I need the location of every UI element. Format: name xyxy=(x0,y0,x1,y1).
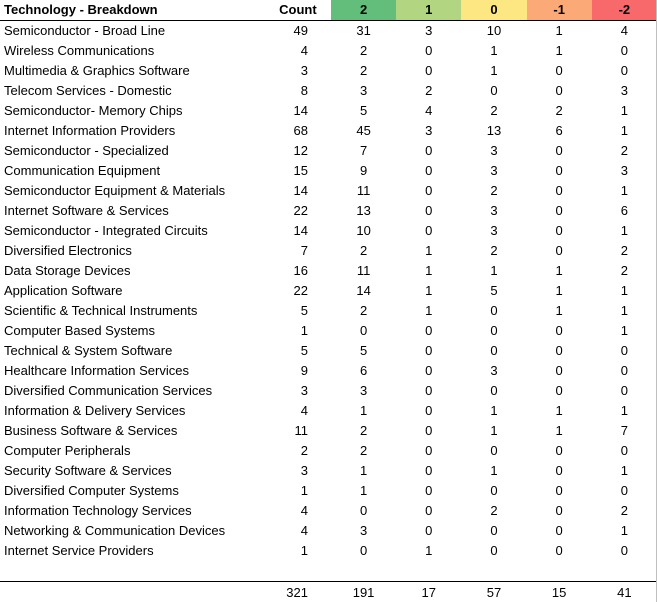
score-minus1-cell[interactable]: 1 xyxy=(527,301,592,321)
score-0-cell[interactable]: 1 xyxy=(461,461,526,481)
score-0-cell[interactable]: 3 xyxy=(461,201,526,221)
count-header[interactable]: Count xyxy=(265,0,331,21)
table-row xyxy=(0,261,657,281)
blank-row xyxy=(0,561,657,582)
count-cell[interactable]: 49 xyxy=(265,21,331,42)
score-1-cell[interactable]: 0 xyxy=(396,201,461,221)
score-2-cell[interactable]: 13 xyxy=(331,201,396,221)
total-score-0[interactable]: 57 xyxy=(461,582,526,604)
score-0-cell[interactable]: 0 xyxy=(461,441,526,461)
score-minus1-cell[interactable]: 0 xyxy=(527,181,592,201)
score-1-cell[interactable]: 0 xyxy=(396,461,461,481)
score-minus1-cell[interactable]: 1 xyxy=(527,421,592,441)
score-minus2-cell[interactable]: 0 xyxy=(592,61,657,81)
table-row xyxy=(0,141,657,161)
score-0-cell[interactable]: 1 xyxy=(461,41,526,61)
score-0-cell[interactable]: 13 xyxy=(461,121,526,141)
count-cell[interactable]: 1 xyxy=(265,321,331,341)
score-0-cell[interactable]: 2 xyxy=(461,101,526,121)
table-row xyxy=(0,441,657,461)
industry-name[interactable]: Diversified Communication Services xyxy=(0,381,265,401)
score-0-header[interactable]: 0 xyxy=(461,0,526,21)
score-0-cell[interactable]: 2 xyxy=(461,241,526,261)
score-minus1-cell[interactable]: 0 xyxy=(527,221,592,241)
score-1-cell[interactable]: 0 xyxy=(396,521,461,541)
score-minus1-cell[interactable]: 0 xyxy=(527,241,592,261)
score-1-cell[interactable]: 0 xyxy=(396,501,461,521)
score-0-cell[interactable]: 0 xyxy=(461,541,526,561)
table-row xyxy=(0,101,657,121)
blank-cell[interactable] xyxy=(331,561,396,582)
score-2-cell[interactable]: 2 xyxy=(331,421,396,441)
score-minus2-cell[interactable]: 1 xyxy=(592,301,657,321)
score-2-cell[interactable]: 0 xyxy=(331,321,396,341)
table-row xyxy=(0,361,657,381)
blank-cell[interactable] xyxy=(592,561,657,582)
score-minus1-cell[interactable]: 1 xyxy=(527,281,592,301)
score-2-cell[interactable]: 2 xyxy=(331,441,396,461)
score-minus1-cell[interactable]: 0 xyxy=(527,541,592,561)
industry-name[interactable]: Internet Service Providers xyxy=(0,541,265,561)
score-0-cell[interactable]: 10 xyxy=(461,21,526,42)
score-minus1-cell[interactable]: 0 xyxy=(527,521,592,541)
industry-name[interactable]: Multimedia & Graphics Software xyxy=(0,61,265,81)
industry-name[interactable]: Application Software xyxy=(0,281,265,301)
score-2-cell[interactable]: 3 xyxy=(331,381,396,401)
table-row xyxy=(0,21,657,42)
industry-name[interactable]: Internet Information Providers xyxy=(0,121,265,141)
score-minus2-cell[interactable]: 2 xyxy=(592,501,657,521)
score-minus2-cell[interactable]: 0 xyxy=(592,481,657,501)
industry-name[interactable]: Technical & System Software xyxy=(0,341,265,361)
count-cell[interactable]: 2 xyxy=(265,441,331,461)
table-row xyxy=(0,421,657,441)
count-cell[interactable]: 4 xyxy=(265,521,331,541)
total-count[interactable]: 321 xyxy=(265,582,331,604)
score-1-cell[interactable]: 1 xyxy=(396,261,461,281)
score-minus1-cell[interactable]: 0 xyxy=(527,501,592,521)
blank-cell[interactable] xyxy=(0,561,265,582)
score-1-cell[interactable]: 0 xyxy=(396,481,461,501)
totals-row xyxy=(0,582,657,604)
score-2-cell[interactable]: 3 xyxy=(331,81,396,101)
score-2-cell[interactable]: 6 xyxy=(331,361,396,381)
industry-name[interactable]: Semiconductor- Memory Chips xyxy=(0,101,265,121)
industry-name[interactable]: Networking & Communication Devices xyxy=(0,521,265,541)
table-row xyxy=(0,181,657,201)
score-1-cell[interactable]: 0 xyxy=(396,361,461,381)
score-0-cell[interactable]: 0 xyxy=(461,301,526,321)
score-minus2-cell[interactable]: 1 xyxy=(592,121,657,141)
total-score-2[interactable]: 191 xyxy=(331,582,396,604)
score-minus1-cell[interactable]: 1 xyxy=(527,21,592,42)
score-minus2-cell[interactable]: 2 xyxy=(592,261,657,281)
total-score-minus1[interactable]: 15 xyxy=(527,582,592,604)
score-minus2-cell[interactable]: 0 xyxy=(592,541,657,561)
industry-name[interactable]: Wireless Communications xyxy=(0,41,265,61)
score-1-cell[interactable]: 0 xyxy=(396,321,461,341)
industry-name[interactable]: Telecom Services - Domestic xyxy=(0,81,265,101)
table-row xyxy=(0,481,657,501)
score-1-cell[interactable]: 2 xyxy=(396,81,461,101)
score-minus2-cell[interactable]: 7 xyxy=(592,421,657,441)
count-cell[interactable]: 16 xyxy=(265,261,331,281)
score-minus1-cell[interactable]: 0 xyxy=(527,61,592,81)
score-0-cell[interactable]: 1 xyxy=(461,421,526,441)
table-row xyxy=(0,461,657,481)
score-2-cell[interactable]: 2 xyxy=(331,41,396,61)
table-row xyxy=(0,521,657,541)
count-cell[interactable]: 14 xyxy=(265,221,331,241)
score-minus1-cell[interactable]: 1 xyxy=(527,261,592,281)
table-row xyxy=(0,241,657,261)
score-minus1-cell[interactable]: 0 xyxy=(527,201,592,221)
score-minus2-cell[interactable]: 0 xyxy=(592,41,657,61)
score-minus2-cell[interactable]: 0 xyxy=(592,381,657,401)
table-row xyxy=(0,321,657,341)
score-minus2-cell[interactable]: 1 xyxy=(592,521,657,541)
table-row xyxy=(0,401,657,421)
score-minus2-cell[interactable]: 1 xyxy=(592,181,657,201)
score-2-cell[interactable]: 45 xyxy=(331,121,396,141)
count-cell[interactable]: 3 xyxy=(265,461,331,481)
blank-cell[interactable] xyxy=(461,561,526,582)
total-score-minus2[interactable]: 41 xyxy=(592,582,657,604)
score-minus2-cell[interactable]: 1 xyxy=(592,401,657,421)
score-minus1-cell[interactable]: 0 xyxy=(527,381,592,401)
score-minus1-cell[interactable]: 0 xyxy=(527,161,592,181)
score-1-cell[interactable]: 3 xyxy=(396,121,461,141)
count-cell[interactable]: 9 xyxy=(265,361,331,381)
industry-name[interactable]: Computer Based Systems xyxy=(0,321,265,341)
count-cell[interactable]: 4 xyxy=(265,401,331,421)
table-row xyxy=(0,541,657,561)
score-2-cell[interactable]: 11 xyxy=(331,181,396,201)
score-2-cell[interactable]: 2 xyxy=(331,241,396,261)
score-0-cell[interactable]: 3 xyxy=(461,161,526,181)
score-minus2-cell[interactable]: 6 xyxy=(592,201,657,221)
score-2-cell[interactable]: 2 xyxy=(331,61,396,81)
score-minus1-cell[interactable]: 0 xyxy=(527,441,592,461)
score-1-cell[interactable]: 0 xyxy=(396,41,461,61)
score-minus2-header[interactable]: -2 xyxy=(592,0,657,21)
industry-name[interactable]: Semiconductor - Broad Line xyxy=(0,21,265,42)
score-2-header[interactable]: 2 xyxy=(331,0,396,21)
score-0-cell[interactable]: 1 xyxy=(461,261,526,281)
score-minus1-cell[interactable]: 6 xyxy=(527,121,592,141)
score-minus1-cell[interactable]: 0 xyxy=(527,361,592,381)
totals-label-cell[interactable] xyxy=(0,582,265,604)
score-2-cell[interactable]: 9 xyxy=(331,161,396,181)
score-2-cell[interactable]: 1 xyxy=(331,401,396,421)
blank-cell[interactable] xyxy=(527,561,592,582)
industry-name[interactable]: Semiconductor Equipment & Materials xyxy=(0,181,265,201)
score-1-cell[interactable]: 4 xyxy=(396,101,461,121)
score-1-cell[interactable]: 0 xyxy=(396,181,461,201)
score-2-cell[interactable]: 31 xyxy=(331,21,396,42)
score-1-cell[interactable]: 0 xyxy=(396,221,461,241)
score-0-cell[interactable]: 3 xyxy=(461,221,526,241)
score-minus1-header[interactable]: -1 xyxy=(527,0,592,21)
table-row xyxy=(0,341,657,361)
score-minus1-cell[interactable]: 2 xyxy=(527,101,592,121)
score-0-cell[interactable]: 0 xyxy=(461,481,526,501)
count-cell[interactable]: 12 xyxy=(265,141,331,161)
score-0-cell[interactable]: 0 xyxy=(461,81,526,101)
score-minus2-cell[interactable]: 2 xyxy=(592,141,657,161)
score-minus2-cell[interactable]: 0 xyxy=(592,441,657,461)
score-1-cell[interactable]: 1 xyxy=(396,541,461,561)
count-cell[interactable]: 7 xyxy=(265,241,331,261)
count-cell[interactable]: 22 xyxy=(265,201,331,221)
score-2-cell[interactable]: 10 xyxy=(331,221,396,241)
score-2-cell[interactable]: 2 xyxy=(331,301,396,321)
score-2-cell[interactable]: 14 xyxy=(331,281,396,301)
count-cell[interactable]: 3 xyxy=(265,61,331,81)
count-cell[interactable]: 5 xyxy=(265,301,331,321)
table-row xyxy=(0,501,657,521)
score-1-cell[interactable]: 3 xyxy=(396,21,461,42)
score-minus2-cell[interactable]: 1 xyxy=(592,461,657,481)
count-cell[interactable]: 11 xyxy=(265,421,331,441)
table-title[interactable]: Technology - Breakdown xyxy=(0,0,265,21)
score-2-cell[interactable]: 5 xyxy=(331,341,396,361)
table-row xyxy=(0,301,657,321)
score-2-cell[interactable]: 1 xyxy=(331,481,396,501)
score-2-cell[interactable]: 0 xyxy=(331,501,396,521)
industry-name[interactable]: Healthcare Information Services xyxy=(0,361,265,381)
score-minus2-cell[interactable]: 1 xyxy=(592,221,657,241)
table-row xyxy=(0,161,657,181)
score-minus2-cell[interactable]: 4 xyxy=(592,21,657,42)
score-minus1-cell[interactable]: 0 xyxy=(527,461,592,481)
score-1-header[interactable]: 1 xyxy=(396,0,461,21)
industry-name[interactable]: Data Storage Devices xyxy=(0,261,265,281)
score-minus1-cell[interactable]: 0 xyxy=(527,321,592,341)
score-2-cell[interactable]: 5 xyxy=(331,101,396,121)
table-row xyxy=(0,221,657,241)
industry-name[interactable]: Communication Equipment xyxy=(0,161,265,181)
count-cell[interactable]: 14 xyxy=(265,101,331,121)
score-minus2-cell[interactable]: 3 xyxy=(592,161,657,181)
score-minus1-cell[interactable]: 0 xyxy=(527,81,592,101)
score-minus2-cell[interactable]: 0 xyxy=(592,341,657,361)
table-row xyxy=(0,41,657,61)
industry-name[interactable]: Information & Delivery Services xyxy=(0,401,265,421)
score-minus1-cell[interactable]: 0 xyxy=(527,341,592,361)
header-row xyxy=(0,0,657,21)
score-1-cell[interactable]: 1 xyxy=(396,281,461,301)
count-cell[interactable]: 1 xyxy=(265,541,331,561)
table-row xyxy=(0,61,657,81)
count-cell[interactable]: 15 xyxy=(265,161,331,181)
score-1-cell[interactable]: 0 xyxy=(396,381,461,401)
industry-name[interactable]: Information Technology Services xyxy=(0,501,265,521)
table-row xyxy=(0,81,657,101)
table-row xyxy=(0,381,657,401)
industry-name[interactable]: Scientific & Technical Instruments xyxy=(0,301,265,321)
industry-name[interactable]: Business Software & Services xyxy=(0,421,265,441)
table-row xyxy=(0,121,657,141)
blank-cell[interactable] xyxy=(265,561,331,582)
score-2-cell[interactable]: 0 xyxy=(331,541,396,561)
score-0-cell[interactable]: 2 xyxy=(461,501,526,521)
score-1-cell[interactable]: 0 xyxy=(396,421,461,441)
score-0-cell[interactable]: 5 xyxy=(461,281,526,301)
score-1-cell[interactable]: 0 xyxy=(396,161,461,181)
count-cell[interactable]: 1 xyxy=(265,481,331,501)
score-minus2-cell[interactable]: 2 xyxy=(592,241,657,261)
score-minus1-cell[interactable]: 0 xyxy=(527,481,592,501)
score-minus1-cell[interactable]: 1 xyxy=(527,41,592,61)
score-0-cell[interactable]: 1 xyxy=(461,61,526,81)
score-0-cell[interactable]: 1 xyxy=(461,401,526,421)
industry-name[interactable]: Semiconductor - Integrated Circuits xyxy=(0,221,265,241)
score-minus2-cell[interactable]: 3 xyxy=(592,81,657,101)
count-cell[interactable]: 68 xyxy=(265,121,331,141)
table-row xyxy=(0,281,657,301)
industry-name[interactable]: Diversified Electronics xyxy=(0,241,265,261)
score-1-cell[interactable]: 0 xyxy=(396,441,461,461)
score-0-cell[interactable]: 0 xyxy=(461,381,526,401)
score-1-cell[interactable]: 0 xyxy=(396,341,461,361)
count-cell[interactable]: 4 xyxy=(265,41,331,61)
score-1-cell[interactable]: 1 xyxy=(396,301,461,321)
count-cell[interactable]: 8 xyxy=(265,81,331,101)
score-minus2-cell[interactable]: 1 xyxy=(592,101,657,121)
score-0-cell[interactable]: 2 xyxy=(461,181,526,201)
score-minus2-cell[interactable]: 0 xyxy=(592,361,657,381)
industry-name[interactable]: Diversified Computer Systems xyxy=(0,481,265,501)
score-2-cell[interactable]: 3 xyxy=(331,521,396,541)
score-1-cell[interactable]: 0 xyxy=(396,61,461,81)
score-1-cell[interactable]: 0 xyxy=(396,401,461,421)
score-minus2-cell[interactable]: 1 xyxy=(592,321,657,341)
industry-name[interactable]: Semiconductor - Specialized xyxy=(0,141,265,161)
score-0-cell[interactable]: 0 xyxy=(461,341,526,361)
score-minus1-cell[interactable]: 0 xyxy=(527,141,592,161)
count-cell[interactable]: 3 xyxy=(265,381,331,401)
count-cell[interactable]: 4 xyxy=(265,501,331,521)
total-score-1[interactable]: 17 xyxy=(396,582,461,604)
score-0-cell[interactable]: 3 xyxy=(461,361,526,381)
score-0-cell[interactable]: 0 xyxy=(461,321,526,341)
score-minus1-cell[interactable]: 1 xyxy=(527,401,592,421)
industry-name[interactable]: Internet Software & Services xyxy=(0,201,265,221)
score-1-cell[interactable]: 1 xyxy=(396,241,461,261)
score-minus2-cell[interactable]: 1 xyxy=(592,281,657,301)
blank-cell[interactable] xyxy=(396,561,461,582)
score-0-cell[interactable]: 0 xyxy=(461,521,526,541)
score-1-cell[interactable]: 0 xyxy=(396,141,461,161)
score-2-cell[interactable]: 7 xyxy=(331,141,396,161)
score-2-cell[interactable]: 11 xyxy=(331,261,396,281)
count-cell[interactable]: 14 xyxy=(265,181,331,201)
score-2-cell[interactable]: 1 xyxy=(331,461,396,481)
industry-name[interactable]: Security Software & Services xyxy=(0,461,265,481)
table-row xyxy=(0,201,657,221)
score-0-cell[interactable]: 3 xyxy=(461,141,526,161)
count-cell[interactable]: 5 xyxy=(265,341,331,361)
count-cell[interactable]: 22 xyxy=(265,281,331,301)
industry-name[interactable]: Computer Peripherals xyxy=(0,441,265,461)
